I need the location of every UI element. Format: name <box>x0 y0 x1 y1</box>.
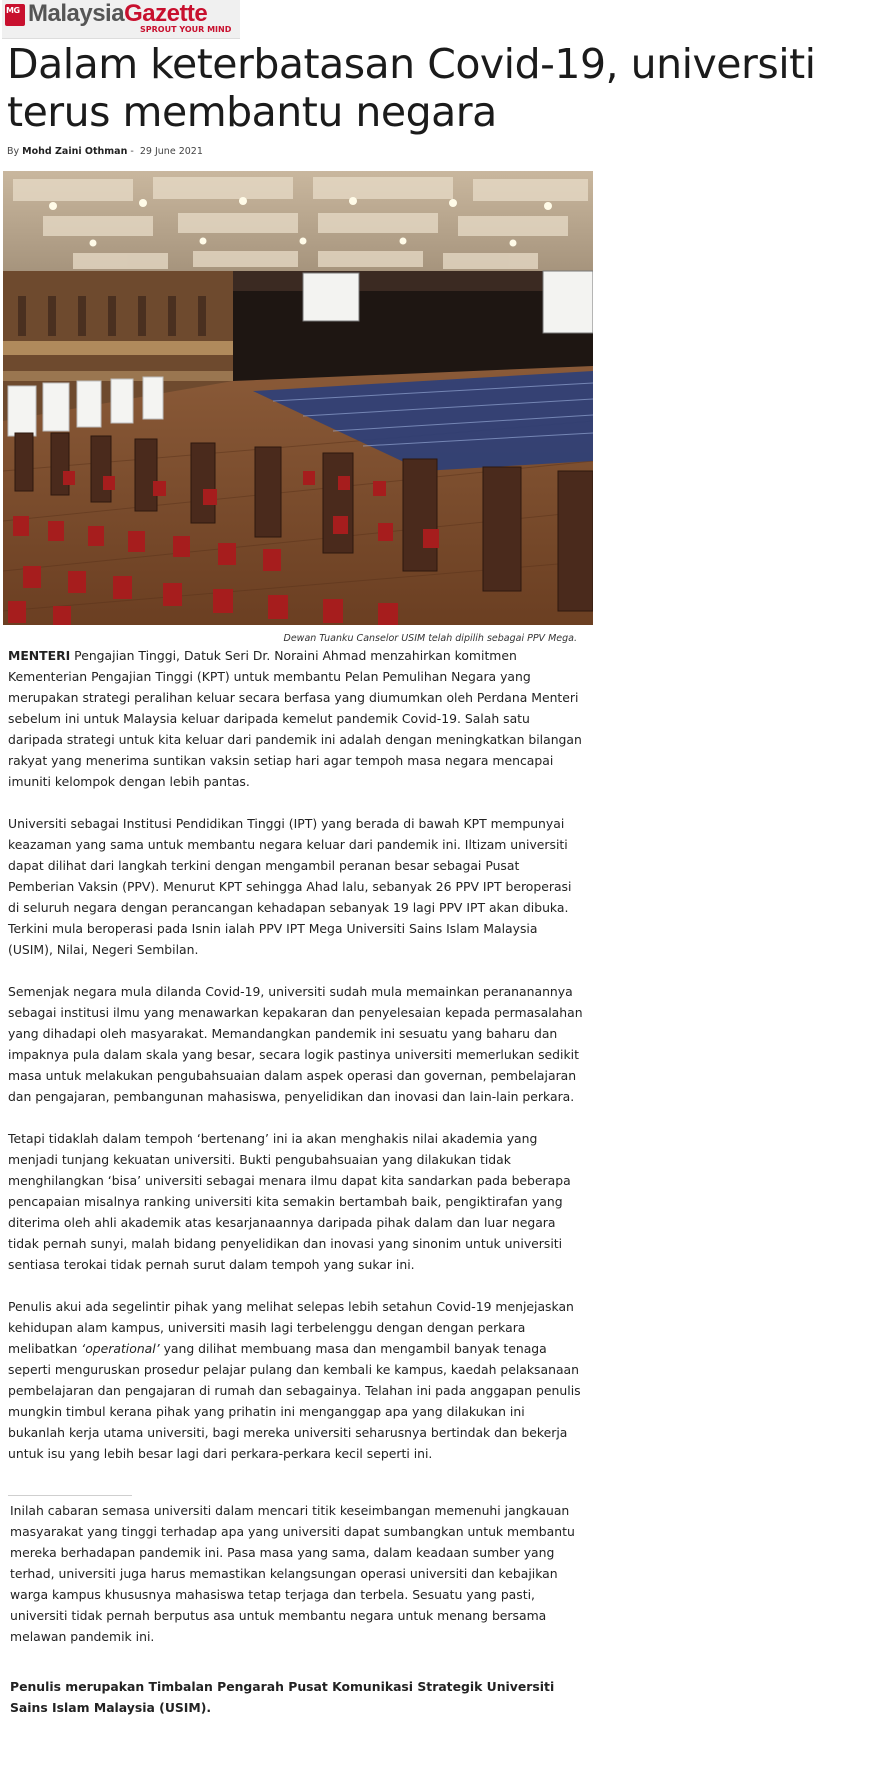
article-body-continued <box>10 1500 585 1739</box>
hall-illustration <box>3 171 593 625</box>
site-logo[interactable] <box>2 0 240 39</box>
byline-separator: - <box>130 146 134 157</box>
byline-prefix: By <box>7 146 20 157</box>
divider <box>8 1495 132 1496</box>
paragraph-3: Semenjak negara mula dilanda Covid-19, universiti sudah mula memainkan perananannya sebagai institusi ilmu yang menawarkan kepakaran dan penyelesaian kepada permasalahan yang dihadapi oleh masyarakat. Memandangkan pandemik ini sesuatu yang baharu dan impaknya pula dalam skala yang besar, secara logik pastinya universiti memerlukan sedikit masa untuk melakukan pengubahsuaian dalam aspek operasi dan governan, pembelajaran dan pengajaran, pembangunan mahasiswa, penyelidikan dan inovasi dan lain-lain perkara. <box>8 984 583 1104</box>
logo-tagline: SPROUT YOUR MIND <box>140 25 232 34</box>
byline <box>7 146 203 157</box>
paragraph-2: Universiti sebagai Institusi Pendidikan Tinggi (IPT) yang berada di bawah KPT mempunyai keazaman yang sama untuk membantu negara keluar dari pandemik ini. Iltizam universiti dapat dilihat dari langkah terkini dengan mengambil peranan besar sebagai Pusat Pemberian Vaksin (PPV). Menurut KPT sehingga Ahad lalu, sebanyak 26 PPV IPT beroperasi di seluruh negara dengan perancangan kehadapan sebanyak 19 lagi PPV IPT akan dibuka. Terkini mula beroperasi pada Isnin ialah PPV IPT Mega Universiti Sains Islam Malaysia (USIM), Nilai, Negeri Sembilan. <box>8 816 572 957</box>
article-body <box>8 645 583 1464</box>
author-link[interactable]: Mohd Zaini Othman <box>22 146 128 157</box>
writer-note: Penulis merupakan Timbalan Pengarah Pusat Komunikasi Strategik Universiti Sains Islam Malaysia (USIM). <box>10 1679 555 1715</box>
logo-wordmark: MalaysiaGazette <box>28 0 208 27</box>
image-caption: Dewan Tuanku Canselor USIM telah dipilih sebagai PPV Mega. <box>283 633 577 644</box>
lead-word: MENTERI <box>8 648 71 663</box>
paragraph-5: Penulis akui ada segelintir pihak yang melihat selepas lebih setahun Covid-19 menjejaskan kehidupan alam kampus, universiti masih lagi terbelenggu dengan dengan perkara melibatkan ‘operational’ yang dilihat membuang masa dan mengambil banyak tenaga seperti menguruskan prosedur pelajar pulang dan kembali ke kampus, kaedah pelaksanaan pembelajaran dan pengajaran di rumah dan sebagainya. Telahan ini pada anggapan penulis mungkin timbul kerana pihak yang prihatin ini menganggap apa yang dilakukan ini bukanlah kerja utama universiti, bagi mereka universiti seharusnya bertindak dan bekerja untuk isu yang lebih besar lagi dari perkara-perkara kecil seperti ini. <box>8 1299 581 1461</box>
article-title: Dalam keterbatasan Covid-19, universiti terus membantu negara <box>7 40 816 136</box>
publish-date: 29 June 2021 <box>139 146 203 157</box>
paragraph-1: MENTERI Pengajian Tinggi, Datuk Seri Dr. Noraini Ahmad menzahirkan komitmen Kementerian Pengajian Tinggi (KPT) untuk membantu Pelan Pemulihan Negara yang merupakan strategi peralihan keluar secara berfasa yang diumumkan oleh Perdana Menteri sebelum ini untuk Malaysia keluar daripada kemelut pandemik Covid-19. Salah satu daripada strategi untuk kita keluar dari pandemik ini adalah dengan meningkatkan bilangan rakyat yang menerima suntikan vaksin setiap hari agar tempoh masa negara mencapai imuniti kelompok dengan lebih pantas. <box>8 648 582 789</box>
paragraph-4: Tetapi tidaklah dalam tempoh ‘bertenang’ ini ia akan menghakis nilai akademia yang menjadi tunjang kekuatan universiti. Bukti pengubahsuaian yang dilakukan tidak menghilangkan ‘bisa’ universiti sebagai menara ilmu dapat kita sandarkan pada beberapa pencapaian misalnya ranking universiti kita semakin bertambah baik, pengiktirafan yang diterima oleh ahli akademik atas kesarjanaannya daripada pihak dalam dan luar negara tidak pernah sunyi, malah bidang penyelidikan dan inovasi yang sinonim untuk universiti sentiasa terokai tidak pernah surut dalam tempoh yang sukar ini. <box>8 1131 571 1272</box>
featured-image <box>3 171 593 625</box>
paragraph-6: Inilah cabaran semasa universiti dalam mencari titik keseimbangan memenuhi jangkauan masyarakat yang tinggi terhadap apa yang universiti dapat sumbangkan untuk membantu mereka berhadapan pandemik ini. Pasa masa yang sama, dalam keadaan sumber yang terhad, universiti juga harus memastikan kelangsungan operasi universiti dan kebajikan warga kampus khususnya mahasiswa tetap terjaga dan terbela. Sesuatu yang pasti, universiti tidak pernah berputus asa untuk membantu negara untuk menang bersama melawan pandemik ini. <box>10 1503 575 1644</box>
logo-badge-icon: MG <box>5 4 25 26</box>
